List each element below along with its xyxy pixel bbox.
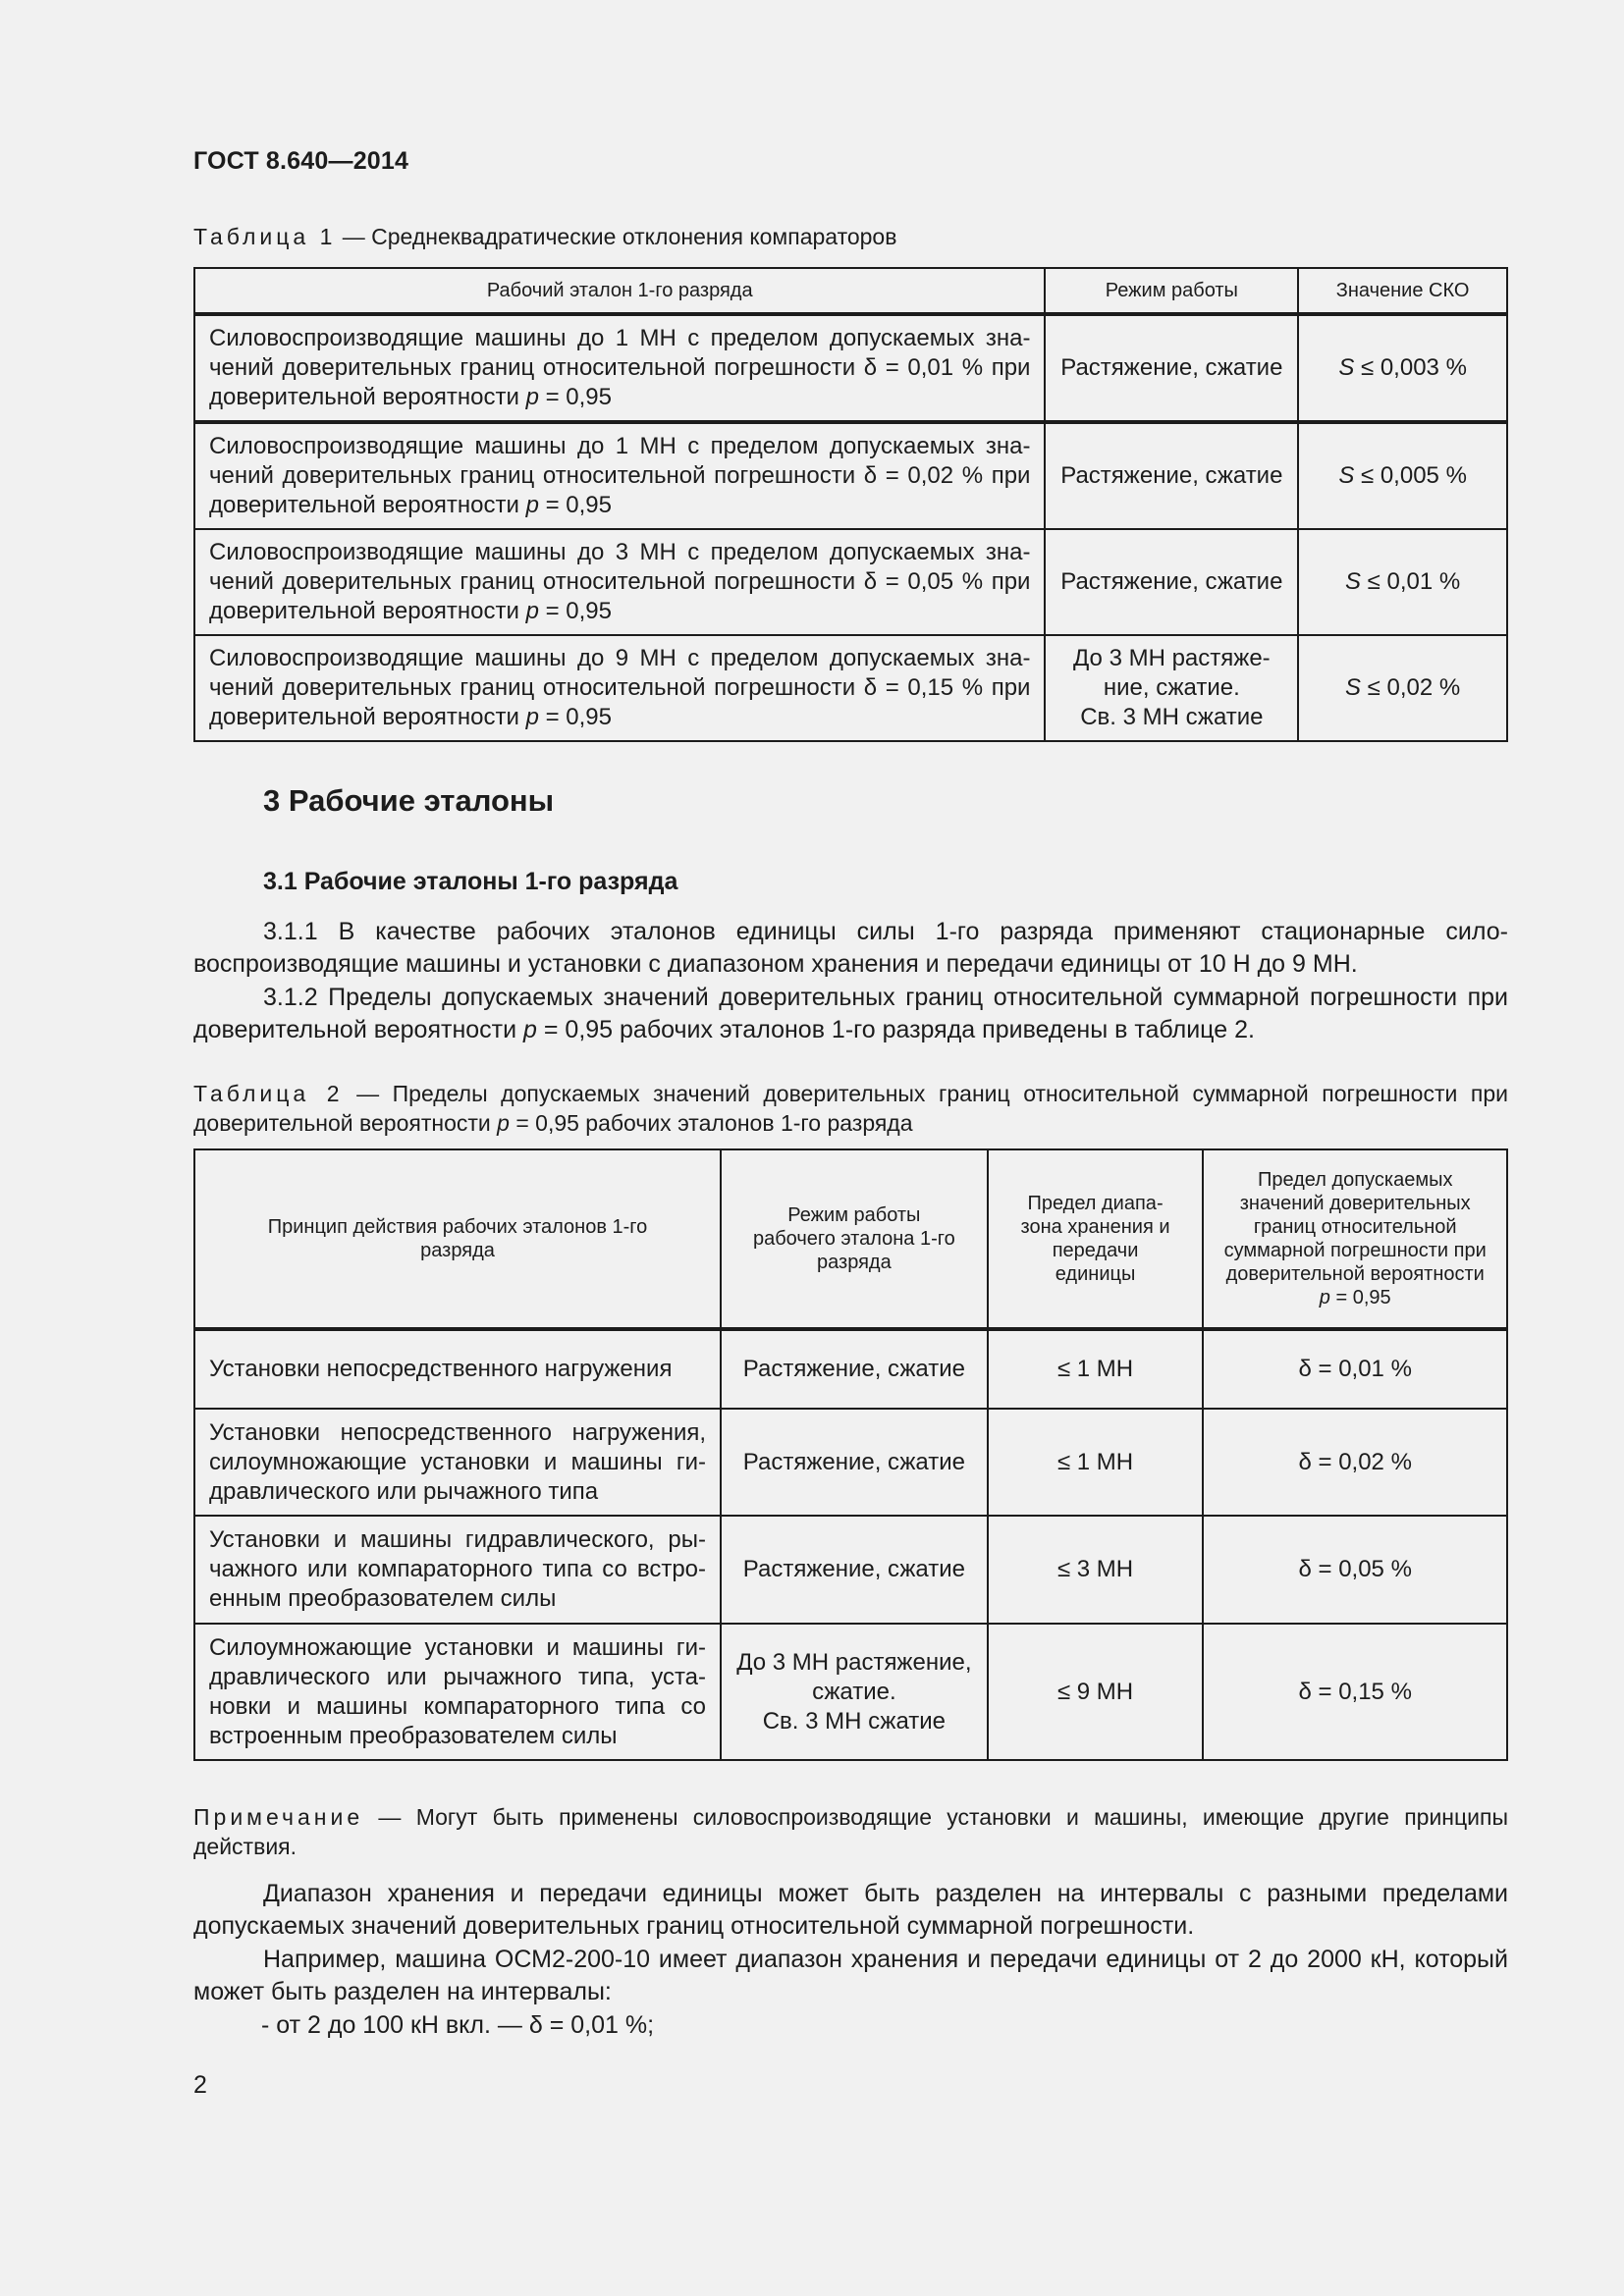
table2-cell-mode: Растяжение, сжатие — [721, 1516, 988, 1624]
table-row — [194, 1516, 1507, 1624]
table2-cell-principle: Установки и машины гидравлического, рычажного или компараторного типа со встроенным преобразователем силы — [194, 1516, 721, 1624]
table-row — [194, 1409, 1507, 1516]
table1-cell-mode: Растяжение, сжатие — [1045, 422, 1298, 529]
table2-cell-range: ≤ 1 МН — [988, 1409, 1204, 1516]
table2-cell-limit: δ = 0,15 % — [1203, 1624, 1507, 1760]
table1-cell-standard: Силовоспроизводящие машины до 1 МН с пределом допускаемых значений доверительных границ относительной погрешности δ = 0,01 % при доверительной вероятности p = 0,95 — [194, 314, 1045, 422]
table1-cell-mode: Растяжение, сжатие — [1045, 529, 1298, 635]
note-text: — Могут быть применены силовоспроизводящие установки и машины, имеющие другие принципы действия. — [193, 1804, 1508, 1859]
table1-caption — [193, 222, 896, 251]
paragraph-example: Например, машина ОСМ2-200-10 имеет диапазон хранения и передачи единицы от 2 до 2000 кН, который может быть разделен на интервалы: — [193, 1946, 1508, 2005]
section-3-heading: 3 Рабочие эталоны — [263, 783, 555, 818]
table1-cell-standard: Силовоспроизводящие машины до 1 МН с пределом допускаемых значений доверительных границ относительной погрешности δ = 0,02 % при доверительной вероятности p = 0,95 — [194, 422, 1045, 529]
table2-caption-label: Таблица 2 — [193, 1081, 344, 1106]
table2-header-mode: Режим работы рабочего эталона 1-го разряда — [721, 1149, 988, 1329]
table-row — [194, 1624, 1507, 1760]
table2-header-principle: Принцип действия рабочих эталонов 1-го разряда — [194, 1149, 721, 1329]
page-number: 2 — [193, 2071, 207, 2099]
table1-header-row — [194, 268, 1507, 314]
table1-caption-text: — Среднеквадратические отклонения компараторов — [336, 224, 897, 249]
table2-cell-principle: Установки непосредственного нагружения, силоумножающие установки и машины гидравлического или рычажного типа — [194, 1409, 721, 1516]
table-row — [194, 422, 1507, 529]
table1-cell-mode: До 3 МН растяжение, сжатие. Св. 3 МН сжатие — [1045, 635, 1298, 741]
table2-cell-limit: δ = 0,05 % — [1203, 1516, 1507, 1624]
table2-cell-range: ≤ 3 МН — [988, 1516, 1204, 1624]
table1-cell-sko: S ≤ 0,003 % — [1298, 314, 1507, 422]
table1-cell-standard: Силовоспроизводящие машины до 3 МН с пределом допускаемых значений доверительных границ относительной погрешности δ = 0,05 % при доверительной вероятности p = 0,95 — [194, 529, 1045, 635]
table2-cell-principle: Установки непосредственного нагружения — [194, 1329, 721, 1409]
table2-cell-mode: Растяжение, сжатие — [721, 1409, 988, 1516]
note — [193, 1802, 1508, 1861]
table1-cell-sko: S ≤ 0,005 % — [1298, 422, 1507, 529]
table-2 — [193, 1148, 1508, 1761]
table1-caption-label: Таблица 1 — [193, 224, 337, 249]
table-row — [194, 1329, 1507, 1409]
table-row — [194, 529, 1507, 635]
list-item: - от 2 до 100 кН вкл. — δ = 0,01 %; — [261, 2011, 655, 2039]
table1-cell-sko: S ≤ 0,01 % — [1298, 529, 1507, 635]
table-row — [194, 314, 1507, 422]
table2-header-range: Предел диапазона хранения и передачи единицы — [988, 1149, 1204, 1329]
paragraph-3-1-1: 3.1.1 В качестве рабочих эталонов единицы силы 1-го разряда применяют стационарные силовоспроизводящие машины и установки с диапазоном хранения и передачи единицы от 10 Н до 9 МН. — [193, 918, 1508, 978]
paragraph-3-1-2: 3.1.2 Пределы допускаемых значений доверительных границ относительной суммарной погрешности при доверительной вероятности p = 0,95 рабочих эталонов 1-го разряда приведены в таблице 2. — [193, 984, 1508, 1043]
note-label: Примечание — [193, 1804, 364, 1830]
table2-header-limit: Предел допускаемых значений доверительных границ относительной суммарной погрешности при доверительной вероятности p = 0,95 — [1203, 1149, 1507, 1329]
table1-cell-mode: Растяжение, сжатие — [1045, 314, 1298, 422]
paragraph-range-intervals: Диапазон хранения и передачи единицы может быть разделен на интервалы с разными пределами допускаемых значений доверительных границ относительной суммарной погрешности. — [193, 1880, 1508, 1940]
table2-caption: Таблица 2 — Пределы допускаемых значений доверительных границ относительной суммарной погрешности при доверительной вероятности p = 0,95 рабочих эталонов 1-го разряда — [193, 1081, 1508, 1136]
table2-header-row — [194, 1149, 1507, 1329]
table2-cell-limit: δ = 0,02 % — [1203, 1409, 1507, 1516]
table1-cell-sko: S ≤ 0,02 % — [1298, 635, 1507, 741]
table2-cell-range: ≤ 9 МН — [988, 1624, 1204, 1760]
table1-header-mode: Режим работы — [1045, 268, 1298, 314]
standard-header: ГОСТ 8.640—2014 — [193, 147, 409, 175]
table-row — [194, 635, 1507, 741]
table2-cell-range: ≤ 1 МН — [988, 1329, 1204, 1409]
table2-cell-limit: δ = 0,01 % — [1203, 1329, 1507, 1409]
subsection-3-1-heading: 3.1 Рабочие эталоны 1-го разряда — [263, 868, 678, 895]
table-1 — [193, 267, 1508, 742]
table2-cell-principle: Силоумножающие установки и машины гидравлического или рычажного типа, установки и машины компараторного типа со встроенным преобразователем силы — [194, 1624, 721, 1760]
table2-cell-mode: Растяжение, сжатие — [721, 1329, 988, 1409]
table1-cell-standard: Силовоспроизводящие машины до 9 МН с пределом допускаемых значений доверительных границ относительной погрешности δ = 0,15 % при доверительной вероятности p = 0,95 — [194, 635, 1045, 741]
table1-header-sko: Значение СКО — [1298, 268, 1507, 314]
table2-cell-mode: До 3 МН растяжение, сжатие. Св. 3 МН сжатие — [721, 1624, 988, 1760]
table1-header-standard: Рабочий эталон 1-го разряда — [194, 268, 1045, 314]
